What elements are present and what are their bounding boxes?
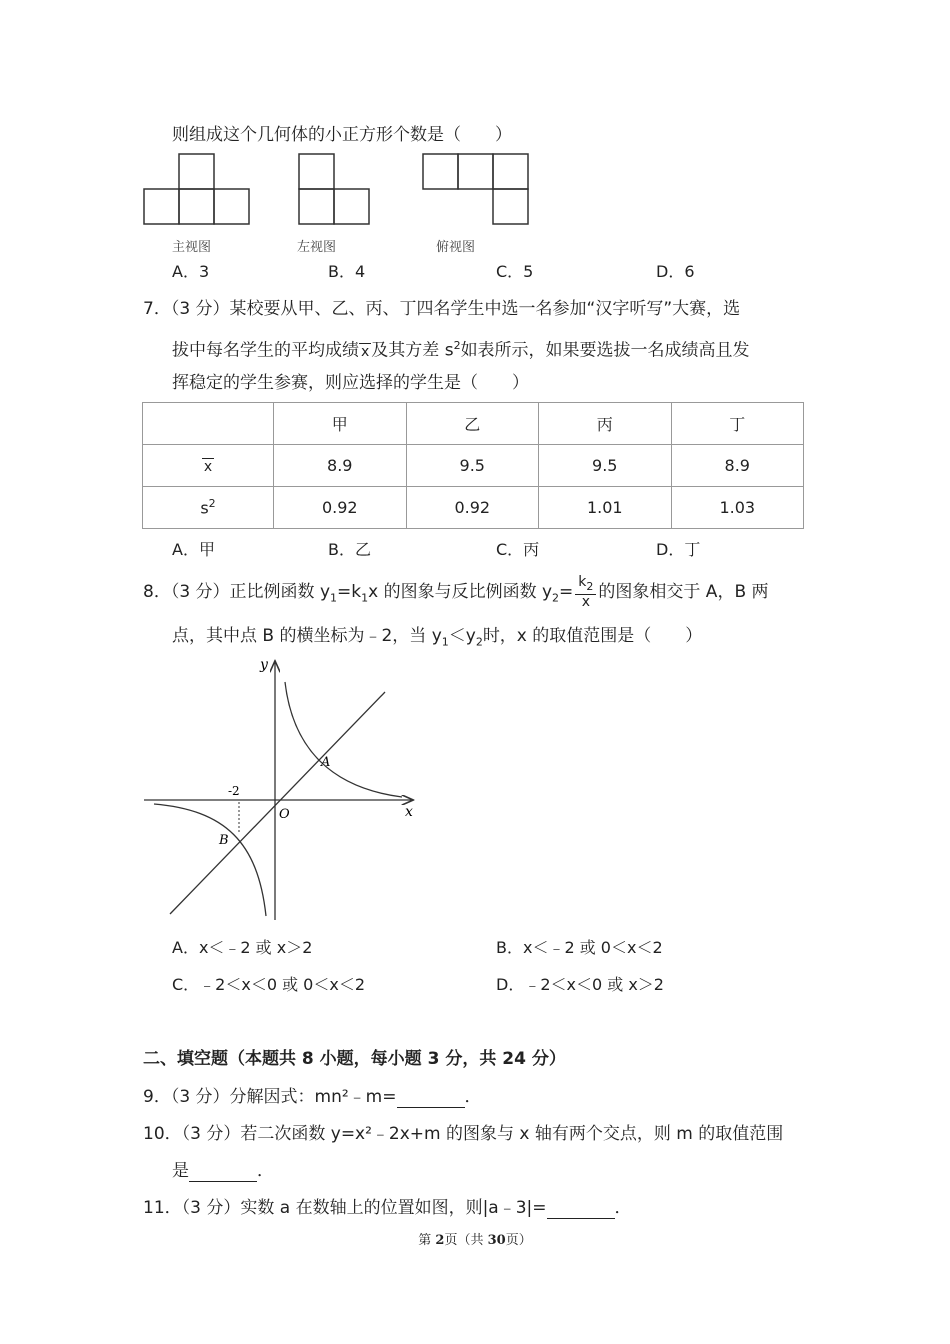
variance-row-label: s	[200, 498, 209, 518]
q7-line2	[172, 336, 750, 361]
q11-end: ．	[614, 1198, 632, 1218]
subscript: 2	[586, 579, 594, 593]
q8-number: 8．	[143, 582, 171, 602]
q8-text-1d: =	[559, 582, 574, 602]
table-header-cell: 甲	[274, 403, 407, 445]
q8-option-b: B．x＜﹣2 或 0＜x＜2	[496, 938, 663, 957]
linear-function-line	[170, 692, 385, 914]
q6-option-c: C．5	[496, 262, 534, 281]
page-number: 2	[435, 1233, 445, 1248]
q8-line2	[172, 626, 702, 652]
answer-blank	[547, 1198, 615, 1219]
q6-stem: 则组成这个几何体的小正方形个数是（ ）	[172, 125, 512, 145]
table-header-cell	[143, 403, 274, 445]
q7-option-c: C．丙	[496, 540, 540, 559]
top-view-square	[423, 154, 458, 189]
answer-blank	[189, 1161, 257, 1182]
point-a-label: A	[321, 755, 331, 770]
footer-text: 页）	[505, 1233, 532, 1248]
q8-text-2c: 时，x 的取值范围是（ ）	[482, 626, 703, 646]
q10-text-2: 是	[172, 1161, 189, 1181]
table-cell: 9.5	[406, 445, 539, 487]
q7-number: 7．	[143, 299, 171, 319]
table-cell: 9.5	[539, 445, 672, 487]
table-header-cell: 丙	[539, 403, 672, 445]
footer-text: 页（共	[444, 1233, 488, 1248]
hyperbola-branch-1	[285, 682, 402, 797]
top-view-square	[458, 154, 493, 189]
front-view-square	[179, 189, 214, 224]
table-row	[143, 445, 804, 487]
q7-text-2b: 及其方差 s	[371, 340, 454, 361]
q7-text-3: 挥稳定的学生参赛，则应选择的学生是（ ）	[172, 373, 529, 393]
subscript: 1	[330, 591, 338, 605]
q10-end: ．	[257, 1161, 274, 1181]
q8-text-2a: 点，其中点 B 的横坐标为﹣2，当 y	[172, 626, 442, 646]
mean-symbol: x	[361, 343, 370, 360]
q7-text-2a: 拔中每名学生的平均成绩	[172, 340, 359, 361]
left-view-square	[334, 189, 369, 224]
q8-text-1a: （3 分）正比例函数 y	[170, 582, 331, 602]
origin-label: O	[279, 807, 290, 822]
fraction-denominator: x	[581, 593, 590, 610]
table-row	[143, 487, 804, 529]
x-axis-label: x	[405, 804, 413, 820]
function-graph	[140, 652, 430, 924]
subscript: 2	[552, 591, 560, 605]
table-cell: 1.03	[671, 487, 804, 529]
y-axis-label: y	[260, 657, 268, 673]
q8-option-d: D．﹣2＜x＜0 或 x＞2	[496, 975, 664, 994]
page-footer	[0, 1229, 950, 1248]
table-cell: 1.01	[539, 487, 672, 529]
front-view-label: 主视图	[172, 240, 212, 255]
table-cell: 8.9	[274, 445, 407, 487]
q7-option-b: B．乙	[328, 540, 371, 559]
q8-text-1c: x 的图象与反比例函数 y	[368, 582, 553, 602]
front-view-square	[214, 189, 249, 224]
table-row	[143, 403, 804, 445]
q6-option-a: A．3	[172, 262, 210, 281]
q9	[143, 1087, 482, 1108]
table-cell	[143, 487, 274, 529]
table-cell: 0.92	[274, 487, 407, 529]
subscript: 1	[361, 591, 369, 605]
q10-line2	[172, 1161, 274, 1182]
q7-option-a: A．甲	[172, 540, 215, 559]
tick-label-minus-2: -2	[228, 784, 240, 798]
q7-text-1: （3 分）某校要从甲、乙、丙、丁四名学生中选一名参加“汉字听写”大赛，选	[170, 299, 741, 319]
table-cell	[143, 445, 274, 487]
front-view-square	[144, 189, 179, 224]
left-view-square	[299, 154, 334, 189]
q7-option-d: D．丁	[656, 540, 701, 559]
q9-end: ．	[464, 1087, 482, 1107]
top-view-label: 俯视图	[436, 240, 476, 255]
mean-row-label: x	[203, 459, 213, 475]
left-view-label: 左视图	[297, 240, 337, 255]
left-view-square	[299, 189, 334, 224]
fraction-k2-over-x	[575, 575, 596, 609]
section-2-title: 二、填空题（本题共 8 小题，每小题 3 分，共 24 分）	[143, 1049, 566, 1069]
subscript: 1	[441, 635, 449, 649]
square-superscript: 2	[453, 339, 461, 352]
q8-option-c: C．﹣2＜x＜0 或 0＜x＜2	[172, 975, 366, 994]
total-pages: 30	[487, 1233, 506, 1248]
q8-text-2b: ＜y	[448, 626, 476, 646]
score-table	[142, 402, 804, 529]
q10-line1: 10．（3 分）若二次函数 y=x²﹣2x+m 的图象与 x 轴有两个交点，则 m 的取值范围	[143, 1124, 784, 1144]
q6-option-d: D．6	[656, 262, 695, 281]
q6-option-b: B．4	[328, 262, 366, 281]
q9-text: 9．（3 分）分解因式：mn²﹣m=	[143, 1087, 397, 1107]
footer-text: 第	[418, 1233, 436, 1248]
q8-option-a: A．x＜﹣2 或 x＞2	[172, 938, 313, 957]
q7-line1	[143, 299, 740, 319]
fraction-numerator: k	[578, 574, 587, 591]
q11-text: 11．（3 分）实数 a 在数轴上的位置如图，则|a﹣3|=	[143, 1198, 547, 1218]
q11	[143, 1198, 632, 1219]
table-cell: 8.9	[671, 445, 804, 487]
table-header-cell: 乙	[406, 403, 539, 445]
variance-superscript: 2	[208, 497, 216, 511]
q8-text-1e: 的图象相交于 A，B 两	[598, 582, 769, 602]
table-header-cell: 丁	[671, 403, 804, 445]
point-b-label: B	[219, 833, 229, 848]
q7-text-2c: 如表所示，如果要选拔一名成绩高且发	[460, 340, 750, 361]
front-view-square	[179, 154, 214, 189]
q8-line1	[143, 572, 769, 612]
top-view-square	[493, 154, 528, 189]
table-cell: 0.92	[406, 487, 539, 529]
q8-text-1b: =k	[337, 582, 362, 602]
subscript: 2	[475, 635, 483, 649]
top-view-square	[493, 189, 528, 224]
hyperbola-branch-2	[154, 804, 266, 916]
answer-blank	[397, 1087, 465, 1108]
